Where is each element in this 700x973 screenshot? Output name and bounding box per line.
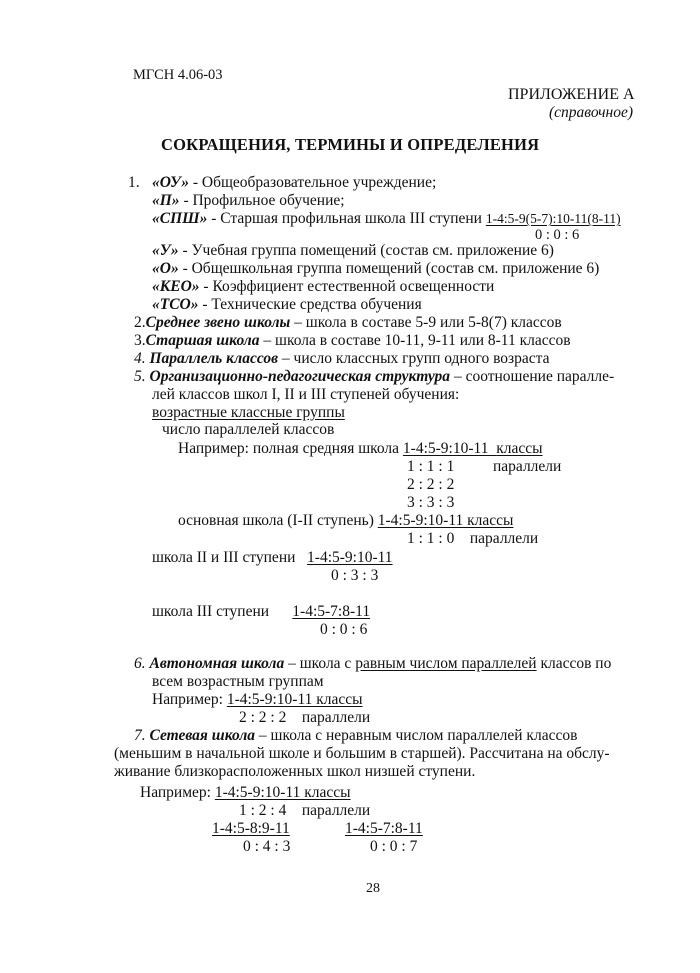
page-number: 28 [366, 881, 380, 896]
appendix-label: ПРИЛОЖЕНИЕ А [508, 86, 635, 103]
school-2-3-ratio: 0 : 3 : 3 [331, 567, 379, 584]
ratio-1: 1 : 1 : 1 [407, 458, 455, 475]
item-7-line2: (меньшим в начальной школе и большим в старшей). Рассчитана на обслу- [114, 745, 610, 762]
basic-school-line: основная школа (I-II ступень) 1-4:5-9:10-11 классы [178, 512, 514, 529]
ratio-2: 2 : 2 : 2 [407, 476, 455, 493]
item-5-example: Например: полная средняя школа 1-4:5-9:10-11 классы [178, 440, 543, 457]
parallels-word: параллели [493, 458, 562, 475]
fraction-denominator: число параллелей классов [162, 421, 335, 438]
item-6-example: Например: 1-4:5-9:10-11 классы [152, 691, 363, 708]
item-7-ratio: 1 : 2 : 4 параллели [239, 802, 371, 819]
item-4: 4. Параллель классов – число классных групп одного возраста [134, 350, 550, 367]
item-7: 7. Сетевая школа – школа с неравным числом параллелей классов [134, 727, 578, 744]
item-6-line2: всем возрастным группам [152, 673, 324, 690]
item-7-example: Например: 1-4:5-9:10-11 классы [140, 784, 351, 801]
item-6: 6. Автономная школа – школа с равным числом параллелей классов по [134, 655, 612, 672]
abbrev-o: «О» - Общешкольная группа помещений (состав см. приложение 6) [152, 260, 600, 277]
item-7-sub2-formula: 1-4:5-7:8-11 [345, 820, 423, 837]
abbrev-tso: «ТСО» - Технические средства обучения [152, 296, 422, 313]
item-5-line2: лей классов школ I, II и III ступеней обучения: [152, 386, 460, 403]
spsh-ratio: 0 : 0 : 6 [535, 227, 580, 243]
abbrev-ou: «ОУ» - Общеобразовательное учреждение; [152, 174, 437, 191]
appendix-note: (справочное) [549, 104, 634, 121]
document-code: МГСН 4.06-03 [133, 67, 223, 83]
item-7-sub1-ratio: 0 : 4 : 3 [243, 838, 291, 855]
spsh-formula: 1-4:5-9(5-7):10-11(8-11) [485, 211, 621, 226]
abbrev-u: «У» - Учебная группа помещений (состав см. приложение 6) [152, 242, 554, 259]
item-6-ratio: 2 : 2 : 2 параллели [239, 709, 371, 726]
abbrev-keo: «КЕО» - Коэффициент естественной освещенности [152, 278, 495, 295]
school-3-line: школа III ступени 1-4:5-7:8-11 [152, 603, 371, 620]
page-title: СОКРАЩЕНИЯ, ТЕРМИНЫ И ОПРЕДЕЛЕНИЯ [161, 135, 540, 154]
item-5: 5. Организационно-педагогическая структура – соотношение паралле- [134, 368, 615, 385]
item-7-line3: живание близкорасположенных школ низшей ступени. [114, 763, 476, 780]
abbrev-p: «П» - Профильное обучение; [152, 192, 345, 209]
item-7-sub2-ratio: 0 : 0 : 7 [370, 838, 418, 855]
fraction-numerator: возрастные классные группы [152, 404, 345, 421]
item-3: 3.Старшая школа – школа в составе 10-11, 9-11 или 8-11 классов [134, 332, 571, 349]
school-2-3-line: школа II и III ступени 1-4:5-9:10-11 [152, 549, 393, 566]
ratio-3: 3 : 3 : 3 [407, 494, 455, 511]
basic-school-ratio: 1 : 1 : 0 параллели [407, 530, 539, 547]
item-1-number: 1. [128, 174, 140, 191]
item-2: 2.Среднее звено школы – школа в составе 5-9 или 5-8(7) классов [134, 314, 562, 331]
item-7-sub1-formula: 1-4:5-8:9-11 [212, 820, 290, 837]
school-3-ratio: 0 : 0 : 6 [320, 621, 368, 638]
abbrev-spsh: «СПШ» - Старшая профильная школа III ступени 1-4:5-9(5-7):10-11(8-11) [152, 210, 621, 227]
